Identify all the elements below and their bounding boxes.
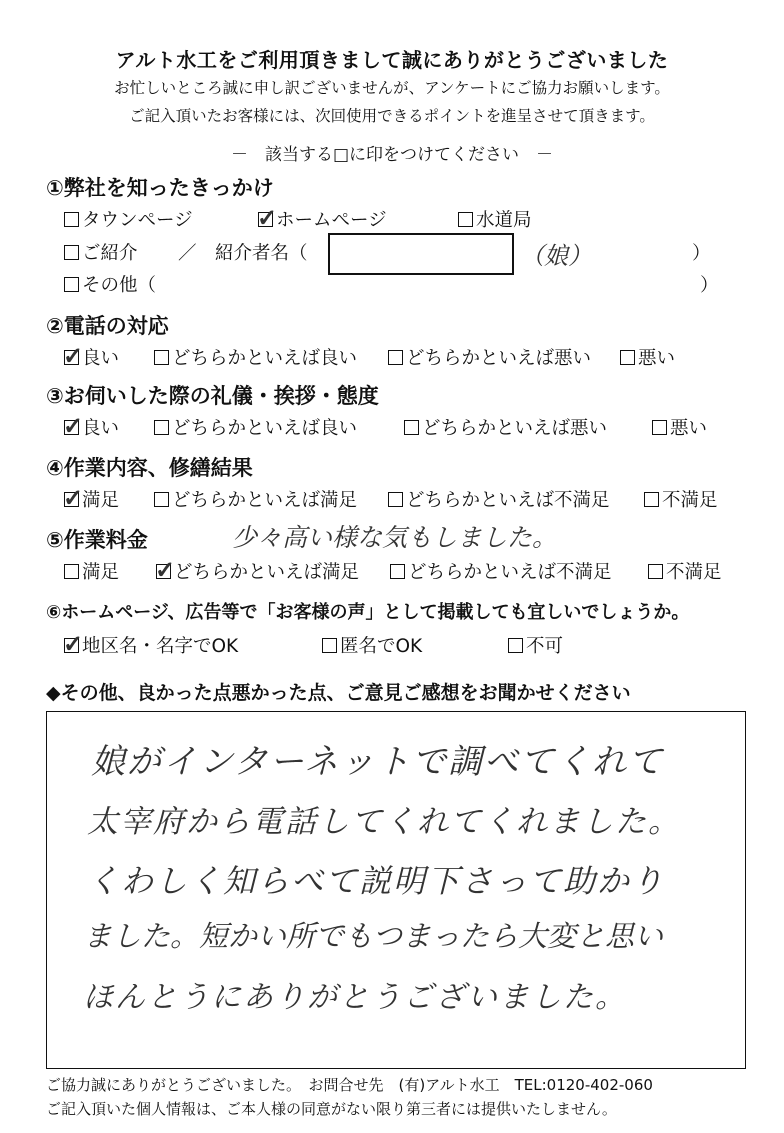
checkbox[interactable] xyxy=(644,492,659,507)
q1-option-other[interactable]: その他（ xyxy=(64,271,156,297)
survey-intro-line1: お忙しいところ誠に申し訳ございませんが、アンケートにご協力お願いします。 xyxy=(114,79,670,97)
comment-line: ほんとうにありがとうございました。 xyxy=(83,980,627,1015)
checkbox[interactable] xyxy=(648,564,663,579)
q2-option-good[interactable]: ✓ 良い xyxy=(63,340,120,370)
checkmark-icon: ✓ xyxy=(63,482,84,512)
survey-intro-line2: ご記入頂いたお客様には、次回使用できるポイントを進呈させて頂きます。 xyxy=(129,107,655,125)
q6-option-not-allowed[interactable]: 不可 xyxy=(508,632,563,658)
q1-referrer-handwritten: （娘） xyxy=(520,242,592,270)
q4-title: ④作業内容、修繕結果 xyxy=(46,456,253,480)
checkmark-icon: ✓ xyxy=(63,410,84,440)
q5-handwritten-note: 少々高い様な気もしました。 xyxy=(232,523,558,552)
checkbox-checked[interactable] xyxy=(257,202,278,232)
comment-line: 娘がインターネットで調べてくれて xyxy=(91,742,664,782)
checkbox[interactable] xyxy=(154,350,169,365)
checkbox[interactable] xyxy=(154,492,169,507)
q1-referrer-label: ／ 紹介者名（ xyxy=(178,243,308,264)
footer-contact: ご協力誠にありがとうございました。 お問合せ先 (有)アルト水工 TEL:0120-402-060 xyxy=(46,1076,653,1094)
comment-line: くわしく知らべて説明下さって助かり xyxy=(87,862,666,900)
checkmark-icon: ✓ xyxy=(155,554,176,584)
checkbox[interactable] xyxy=(404,420,419,435)
checkbox[interactable] xyxy=(458,212,473,227)
comment-line: ました。短かい所でもつまったら大変と思い xyxy=(83,919,664,953)
checkbox-checked[interactable] xyxy=(63,628,84,658)
checkbox[interactable] xyxy=(64,212,79,227)
q1-option-townpage[interactable]: タウンページ xyxy=(64,206,193,232)
comment-line: 太宰府から電話してくれてくれました。 xyxy=(87,804,681,840)
checkbox-checked[interactable] xyxy=(63,340,84,370)
checkmark-icon: ✓ xyxy=(63,628,84,658)
checkmark-icon: ✓ xyxy=(63,340,84,370)
q6-title: ⑥ホームページ、広告等で「お客様の声」として掲載しても宜しいでしょうか。 xyxy=(46,602,690,623)
checkbox-checked[interactable] xyxy=(155,554,176,584)
redacted-name-box xyxy=(328,233,514,275)
checkbox[interactable] xyxy=(390,564,405,579)
q3-option-good[interactable]: ✓ 良い xyxy=(63,410,120,440)
q5-title: ⑤作業料金 xyxy=(46,528,148,552)
q3-option-somewhat-good[interactable]: どちらかといえば良い xyxy=(154,414,357,440)
q4-option-somewhat-satisfied[interactable]: どちらかといえば満足 xyxy=(154,486,357,512)
q1-referrer-close: ） xyxy=(692,243,711,264)
q1-title: ①弊社を知ったきっかけ xyxy=(46,176,274,200)
checkbox[interactable] xyxy=(64,277,79,292)
checkbox[interactable] xyxy=(388,350,403,365)
checkbox[interactable] xyxy=(388,492,403,507)
q5-option-satisfied[interactable]: 満足 xyxy=(64,558,119,584)
q1-option-waterworks[interactable]: 水道局 xyxy=(458,206,532,232)
q3-title: ③お伺いした際の礼儀・挨拶・態度 xyxy=(46,384,379,408)
checkbox-checked[interactable] xyxy=(63,410,84,440)
q5-option-somewhat-satisfied[interactable]: ✓ どちらかといえば満足 xyxy=(155,554,360,584)
q6-option-anonymous-ok[interactable]: 匿名でOK xyxy=(322,632,422,658)
q2-option-bad[interactable]: 悪い xyxy=(620,344,675,370)
q6-option-name-ok[interactable]: ✓ 地区名・名字でOK xyxy=(63,628,239,658)
q4-option-somewhat-dissatisfied[interactable]: どちらかといえば不満足 xyxy=(388,486,610,512)
checkbox[interactable] xyxy=(64,564,79,579)
checkbox[interactable] xyxy=(620,350,635,365)
q4-option-satisfied[interactable]: ✓ 満足 xyxy=(63,482,120,512)
comments-box[interactable] xyxy=(46,711,746,1069)
checkbox[interactable] xyxy=(64,245,79,260)
checkbox-checked[interactable] xyxy=(63,482,84,512)
q3-option-bad[interactable]: 悪い xyxy=(652,414,707,440)
q1-option-referral[interactable]: ご紹介 xyxy=(64,239,138,265)
q2-option-somewhat-good[interactable]: どちらかといえば良い xyxy=(154,344,357,370)
checkbox[interactable] xyxy=(154,420,169,435)
q3-option-somewhat-bad[interactable]: どちらかといえば悪い xyxy=(404,414,607,440)
survey-title: アルト水工をご利用頂きまして誠にありがとうございました xyxy=(115,48,669,72)
comments-title: ◆その他、良かった点悪かった点、ご意見ご感想をお聞かせください xyxy=(46,682,631,704)
checkmark-icon: ✓ xyxy=(257,202,278,232)
q1-other-close: ） xyxy=(700,275,719,296)
q4-option-dissatisfied[interactable]: 不満足 xyxy=(644,486,718,512)
q5-option-dissatisfied[interactable]: 不満足 xyxy=(648,558,722,584)
survey-instruction: － 該当する□に印をつけてください － xyxy=(230,145,554,165)
q5-option-somewhat-dissatisfied[interactable]: どちらかといえば不満足 xyxy=(390,558,612,584)
checkbox[interactable] xyxy=(508,638,523,653)
q2-option-somewhat-bad[interactable]: どちらかといえば悪い xyxy=(388,344,591,370)
q2-title: ②電話の対応 xyxy=(46,314,169,338)
q1-option-homepage[interactable]: ✓ ホームページ xyxy=(257,202,387,232)
checkbox[interactable] xyxy=(652,420,667,435)
footer-privacy: ご記入頂いた個人情報は、ご本人様の同意がない限り第三者には提供いたしません。 xyxy=(46,1100,617,1118)
checkbox[interactable] xyxy=(322,638,337,653)
